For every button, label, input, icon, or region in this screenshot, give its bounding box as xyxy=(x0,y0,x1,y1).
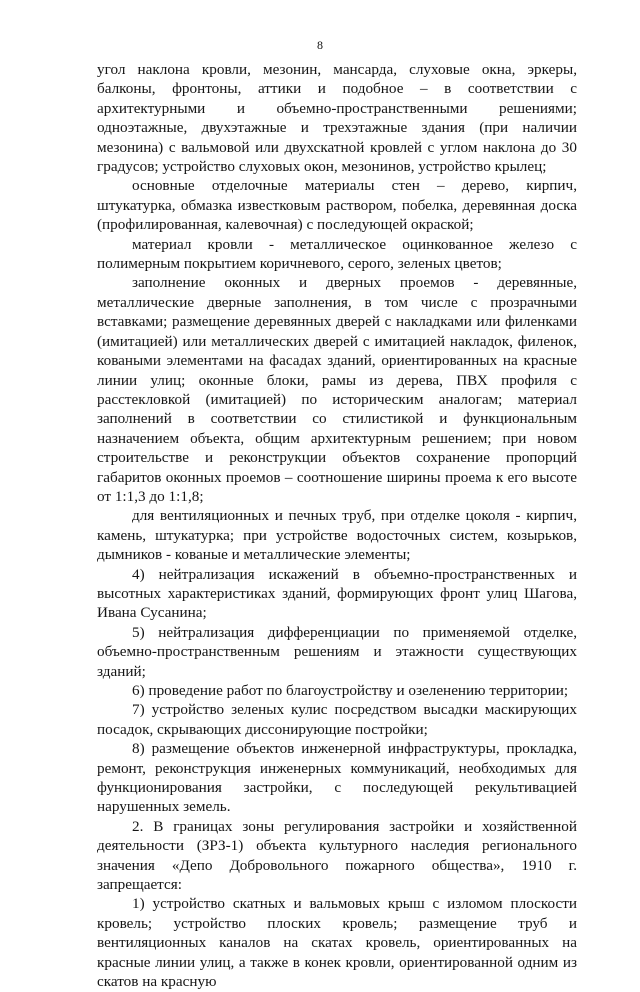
paragraph: угол наклона кровли, мезонин, мансарда, слуховые окна, эркеры, балконы, фронтоны, аттики и подобное – в соответствии с архитектурными и объемно-пространственными решениями; одноэтажные, двухэтажные и трехэтажные здания (при наличии мезонина) с вальмовой или двухскатной кровлей с углом наклона до 30 градусов; устройство слуховых окон, мезонинов, устройство крылец; xyxy=(97,61,577,176)
paragraph: 7) устройство зеленых кулис посредством высадки маскирующих посадок, скрывающих диссонирующие постройки; xyxy=(97,701,577,738)
paragraph: основные отделочные материалы стен – дерево, кирпич, штукатурка, обмазка известковым раствором, побелка, деревянная доска (профилированная, калевочная) с последующей окраской; xyxy=(97,177,577,234)
paragraph: материал кровли - металлическое оцинкованное железо с полимерным покрытием коричневого, серого, зеленых цветов; xyxy=(97,235,577,273)
paragraph: 6) проведение работ по благоустройству и озеленению территории; xyxy=(132,682,569,699)
paragraph: 5) нейтрализация дифференциации по применяемой отделке, объемно-пространственным решениям и этажности существующих зданий; xyxy=(97,623,577,680)
page-number: 8 xyxy=(317,38,323,52)
paragraph: 1) устройство скатных и вальмовых крыш с изломом плоскости кровель; устройство плоских кровель; размещение труб и вентиляционных каналов на скатах кровель, ориентированных на красные линии улиц, а также в конек кровли, ориентированной одним из скатов на красную xyxy=(97,895,577,991)
paragraph: заполнение оконных и дверных проемов - деревянные, металлические дверные заполнения, в том числе с прозрачными вставками; размещение деревянных дверей с накладками или филенками (имитацией) или металлических дверей с имитацией накладок, филенок, коваными элементами на фасадах зданий, ориентированных на красные линии улиц; оконные блоки, рамы из дерева, ПВХ профиля с расстекловкой (имитацией) по историческим аналогам; материал заполнений в соответствии со стилистикой и функциональным назначением объекта, общим архитектурным решением; при новом строительстве и реконструкции объектов сохранение пропорций габаритов оконных проемов – соотношение ширины проема к его высоте от 1:1,3 до 1:1,8; xyxy=(97,274,577,505)
paragraph: для вентиляционных и печных труб, при отделке цоколя - кирпич, камень, штукатурка; при устройстве водосточных систем, козырьков, дымников - кованые и металлические элементы; xyxy=(97,507,577,564)
document-body xyxy=(97,60,577,992)
paragraph: 8) размещение объектов инженерной инфраструктуры, прокладка, ремонт, реконструкция инженерных коммуникаций, необходимых для функционирования застройки, с последующей рекультивацией нарушенных земель. xyxy=(97,740,577,816)
paragraph: 2. В границах зоны регулирования застройки и хозяйственной деятельности (ЗРЗ-1) объекта культурного наследия регионального значения «Депо Добровольного пожарного общества», 1910 г. запрещается: xyxy=(97,817,577,894)
paragraph: 4) нейтрализация искажений в объемно-пространственных и высотных характеристиках зданий, формирующих фронт улиц Шагова, Ивана Сусанина; xyxy=(97,565,577,622)
